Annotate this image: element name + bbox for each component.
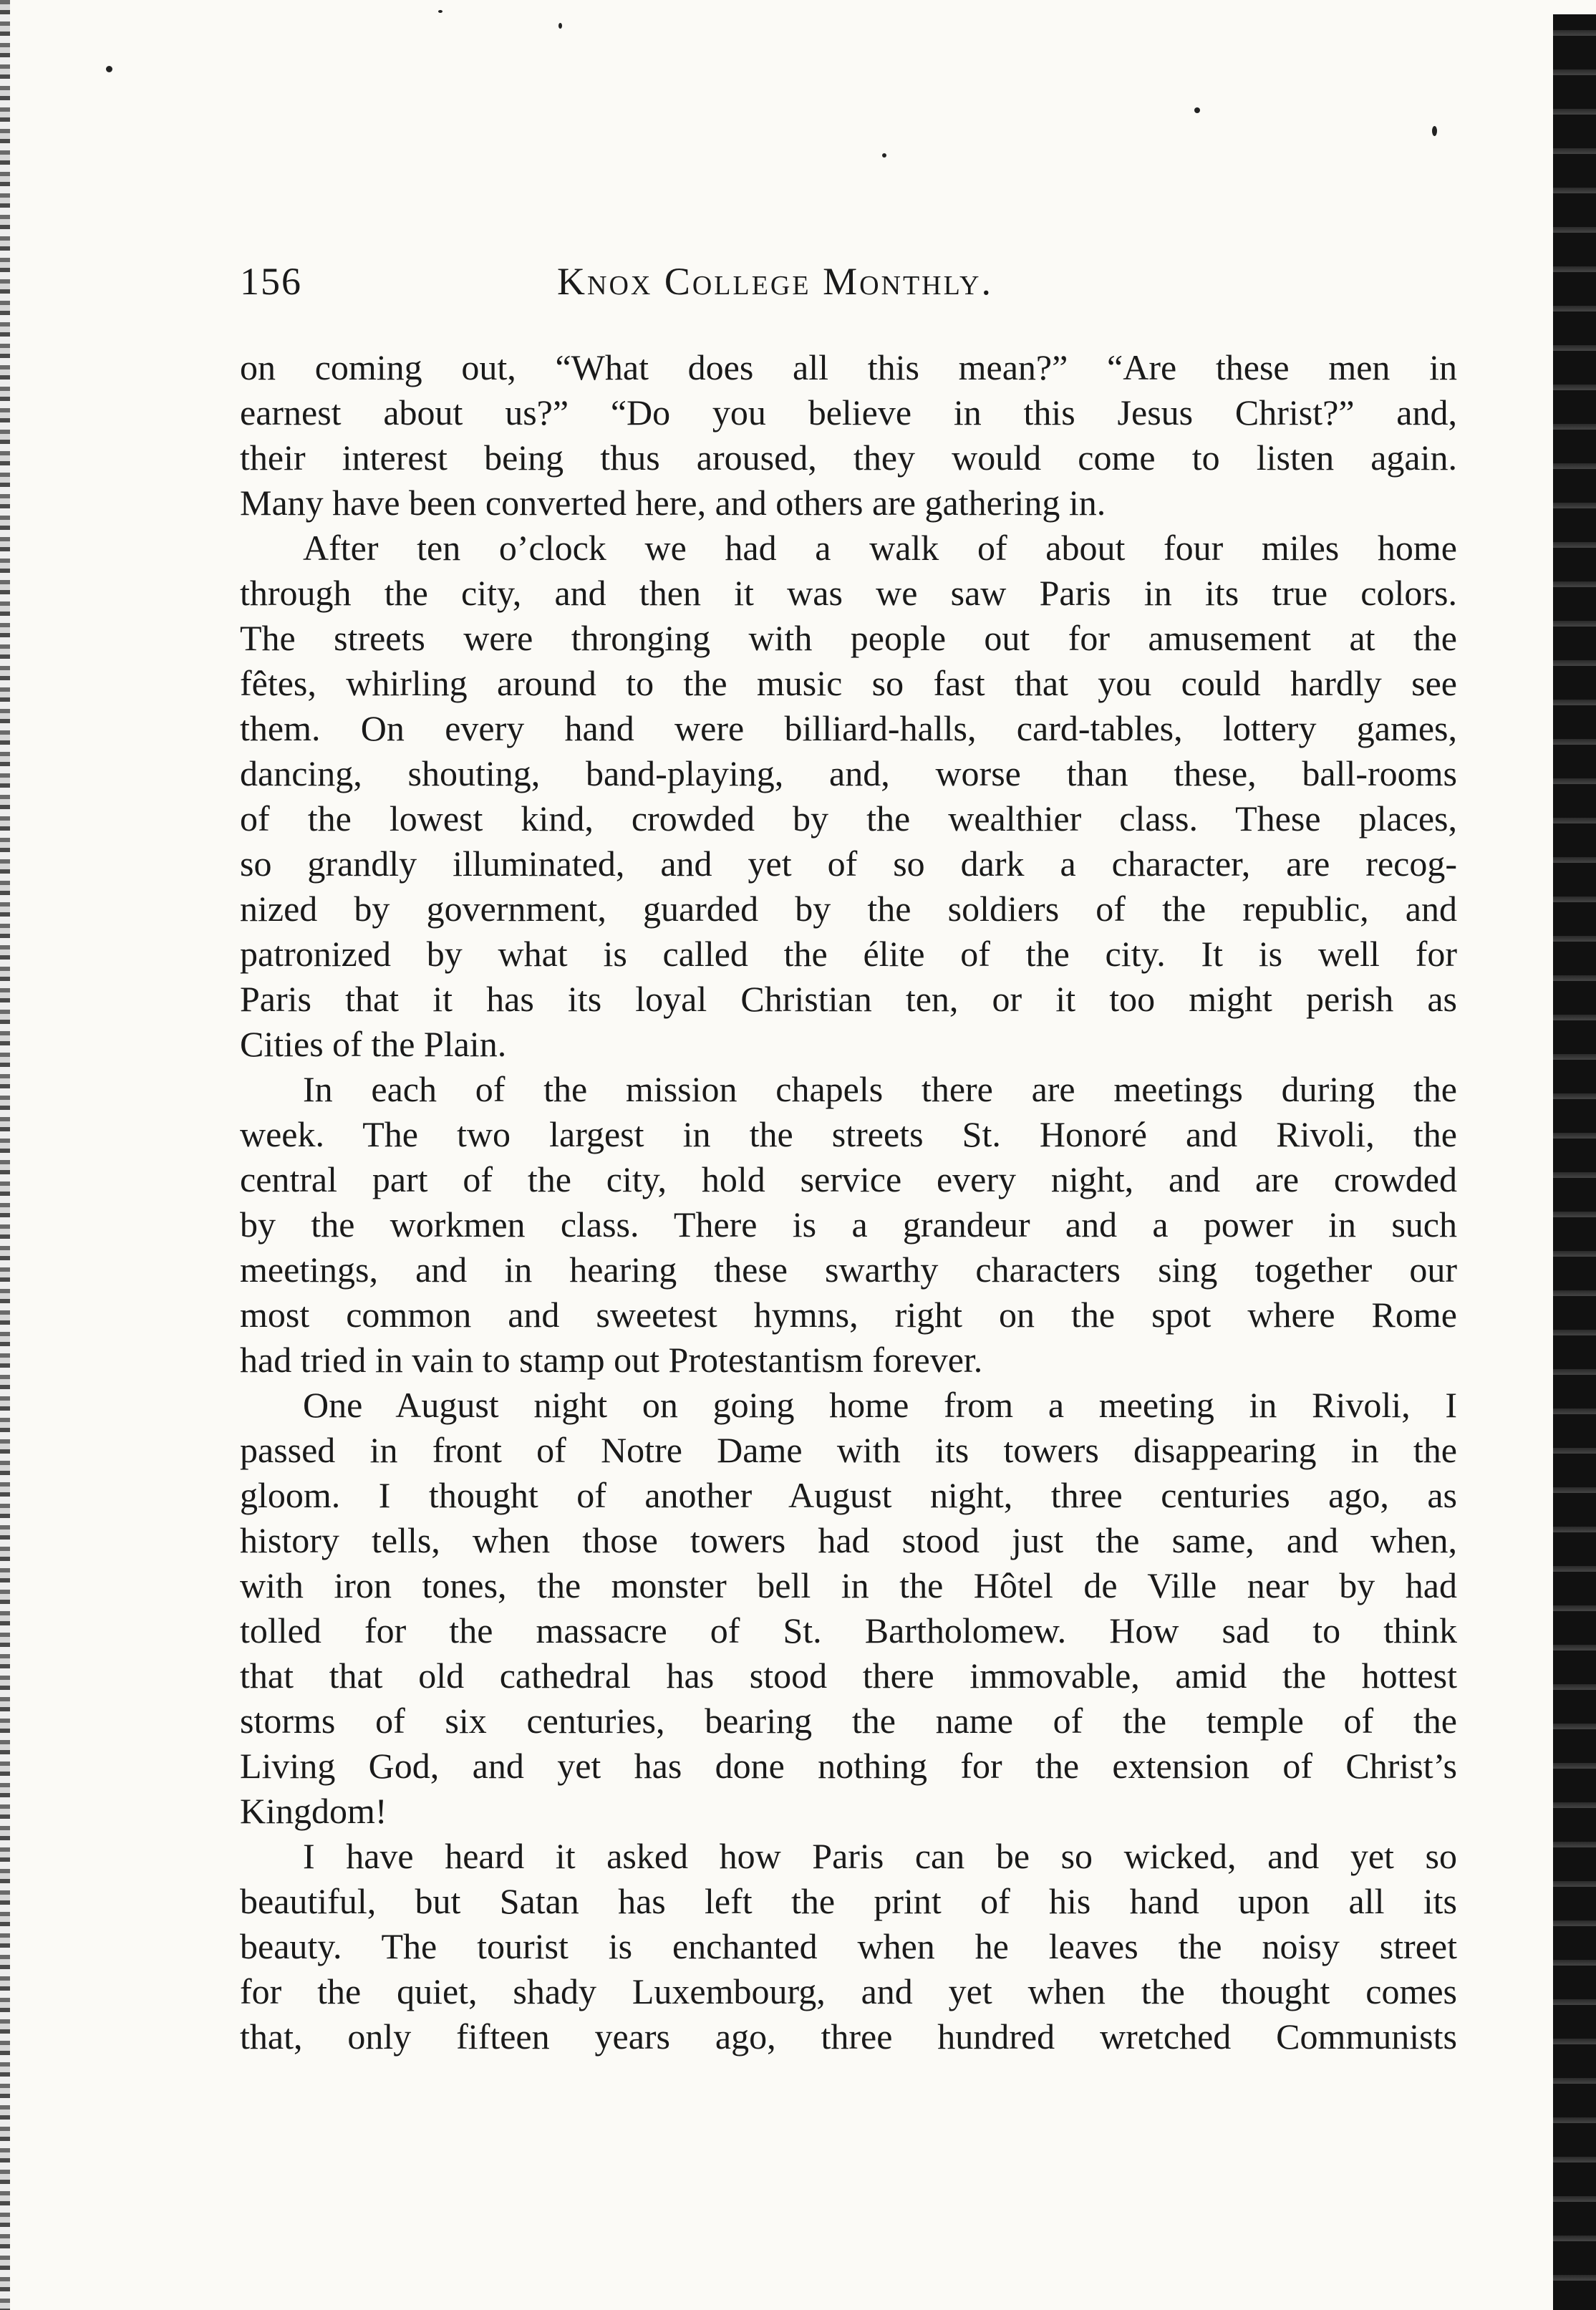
scan-speck	[438, 10, 442, 13]
page-number: 156	[240, 260, 302, 303]
paragraph	[240, 1834, 1457, 2059]
scan-right-edge	[1553, 14, 1596, 2310]
text-line: earnest about us?” “Do you believe in this Jesus Christ?” and,	[240, 392, 1457, 432]
scan-speck	[558, 23, 562, 29]
text-line: most common and sweetest hymns, right on the spot where Rome	[240, 1295, 1457, 1335]
text-line: that, only fifteen years ago, three hundred wretched Communists	[240, 2016, 1457, 2057]
text-line: In each of the mission chapels there are meetings during the	[303, 1069, 1457, 1109]
text-line: Many have been converted here, and others are gathering in.	[240, 483, 1106, 523]
text-line: central part of the city, hold service every night, and are crowded	[240, 1159, 1457, 1199]
text-line: Paris that it has its loyal Christian ten, or it too might perish as	[240, 979, 1457, 1019]
paragraph	[240, 1067, 1457, 1383]
text-line: dancing, shouting, band-playing, and, worse than these, ball-rooms	[240, 753, 1457, 793]
text-line: on coming out, “What does all this mean?” “Are these men in	[240, 347, 1457, 387]
scan-speck	[882, 153, 886, 158]
text-line: week. The two largest in the streets St. Honoré and Rivoli, the	[240, 1114, 1457, 1154]
text-line: by the workmen class. There is a grandeur and a power in such	[240, 1204, 1457, 1245]
text-line: so grandly illuminated, and yet of so dark a character, are recog-	[240, 844, 1457, 884]
text-line: gloom. I thought of another August night, three centuries ago, as	[240, 1475, 1457, 1515]
text-line: nized by government, guarded by the soldiers of the republic, and	[240, 889, 1457, 929]
text-line: patronized by what is called the élite of the city. It is well for	[240, 934, 1457, 974]
text-line: through the city, and then it was we saw Paris in its true colors.	[240, 573, 1457, 613]
paragraph	[240, 345, 1457, 526]
scan-speck	[1432, 126, 1437, 136]
text-line: beautiful, but Satan has left the print of his hand upon all its	[240, 1881, 1457, 1921]
text-line: meetings, and in hearing these swarthy characters sing together our	[240, 1250, 1457, 1290]
text-line: their interest being thus aroused, they would come to listen again.	[240, 438, 1457, 478]
text-line: of the lowest kind, crowded by the wealthier class. These places,	[240, 798, 1457, 839]
text-line: After ten o’clock we had a walk of about four miles home	[303, 528, 1457, 568]
text-line: The streets were thronging with people out for amusement at the	[240, 618, 1457, 658]
text-line: them. On every hand were billiard-halls, card-tables, lottery games,	[240, 708, 1457, 748]
paragraph	[240, 1383, 1457, 1834]
text-line: storms of six centuries, bearing the name of the temple of the	[240, 1701, 1457, 1741]
paragraph	[240, 526, 1457, 1067]
text-line: tolled for the massacre of St. Bartholomew. How sad to think	[240, 1610, 1457, 1651]
scan-speck	[106, 66, 112, 72]
text-line: passed in front of Notre Dame with its towers disappearing in the	[240, 1430, 1457, 1470]
text-line: had tried in vain to stamp out Protestantism forever.	[240, 1340, 983, 1380]
journal-title: Knox College Monthly.	[557, 260, 993, 303]
text-line: I have heard it asked how Paris can be so wicked, and yet so	[303, 1836, 1457, 1876]
text-line: fêtes, whirling around to the music so fast that you could hardly see	[240, 663, 1457, 703]
text-line: Living God, and yet has done nothing for the extension of Christ’s	[240, 1746, 1457, 1786]
text-line: history tells, when those towers had stood just the same, and when,	[240, 1520, 1457, 1560]
text-line: with iron tones, the monster bell in the Hôtel de Ville near by had	[240, 1565, 1457, 1605]
text-line: beauty. The tourist is enchanted when he leaves the noisy street	[240, 1926, 1457, 1966]
scan-speck	[1194, 107, 1200, 113]
text-line: for the quiet, shady Luxembourg, and yet when the thought comes	[240, 1971, 1457, 2011]
page-text	[240, 345, 1457, 2059]
text-line: Kingdom!	[240, 1791, 387, 1831]
text-line: One August night on going home from a meeting in Rivoli, I	[303, 1385, 1457, 1425]
running-head	[240, 259, 1457, 316]
text-line: Cities of the Plain.	[240, 1024, 507, 1064]
text-line: that that old cathedral has stood there immovable, amid the hottest	[240, 1656, 1457, 1696]
scan-left-edge	[0, 0, 10, 2310]
